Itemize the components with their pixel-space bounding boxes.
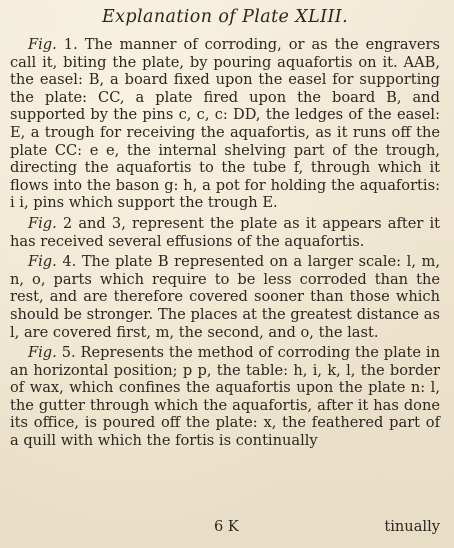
figure-label: Fig.	[28, 253, 57, 271]
paragraph-fig-5	[10, 344, 440, 450]
page-heading: Explanation of Plate XLIII.	[101, 7, 349, 27]
page-footer	[10, 518, 440, 536]
figure-label: Fig.	[28, 214, 57, 232]
paragraph-text: 4. The plate B represented on a larger scale: l, m, n, o, parts which require to be less corroded than the rest, and are therefore covered sooner than those which should be stronger. The places at the greatest distance as l, are covered first, m, the second, and o, the last.	[10, 253, 440, 341]
figure-label: Fig.	[28, 36, 57, 53]
paragraph-text: 2 and 3, represent the plate as it appears after it has received several effusions of the aquafortis.	[10, 214, 440, 250]
paragraph-text: 1. The manner of corroding, or as the engravers call it, biting the plate, by pouring aquafortis on it. AAB, the easel: B, a board fixed upon the easel for supporting the plate: CC, a plate fired upon the board B, and supported by the pins c, c, c: DD, the ledges of the easel: E, a trough for receiving the aquafortis, as it runs off the plate CC: e e, the internal shelving part of the trough, directing the aquafortis to the tube f, through which it flows into the bason g: h, a pot for holding the aquafortis: i i, pins which support the trough E.	[10, 36, 440, 212]
paragraph-fig-2-3	[10, 215, 440, 250]
catchword: tinually	[384, 518, 440, 535]
paragraph-fig-4	[10, 253, 440, 341]
signature-mark: 6 K	[214, 518, 239, 535]
paragraph-text: 5. Represents the method of corroding the plate in an horizontal position; p p, the table: h, i, k, l, the border of wax, which confines the aquafortis upon the plate n: l, the gutter through which the aquafortis, after it has done its office, is poured off the plate: x, the feathered part of a quill with which the fortis is continually	[10, 344, 440, 450]
paragraph-fig-1	[10, 36, 440, 212]
figure-label: Fig.	[28, 344, 57, 362]
